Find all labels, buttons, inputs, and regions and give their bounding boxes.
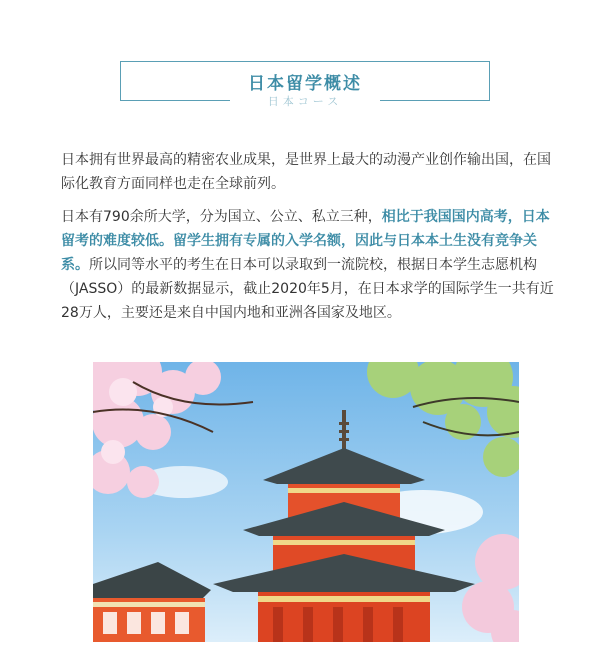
- intro-paragraph: 日本拥有世界最高的精密农业成果，是世界上最大的动漫产业创作输出国，在国际化教育方面同样也走在全球前列。: [61, 152, 551, 192]
- highlighted-text: 相比于我国国内高考，日本留考的难度较低。留学生拥有专属的入学名额，因此与日本本土生没有竞争关系。: [61, 209, 550, 273]
- paragraph-text-start: 日本有790余所大学，分为国立、公立、私立三种，: [61, 209, 382, 225]
- section-subtitle: 日本コース: [230, 93, 380, 111]
- pagoda-photo: [93, 362, 519, 642]
- paragraph-text-end: 所以同等水平的考生在日本可以录取到一流院校，根据日本学生志愿机构（JASSO）的最新数据显示，截止2020年5月，在日本求学的国际学生一共有近28万人，主要还是来自中国内地和亚洲各国家及地区。: [61, 257, 554, 321]
- section-title: 日本留学概述: [248, 73, 362, 94]
- universities-paragraph: [61, 205, 555, 325]
